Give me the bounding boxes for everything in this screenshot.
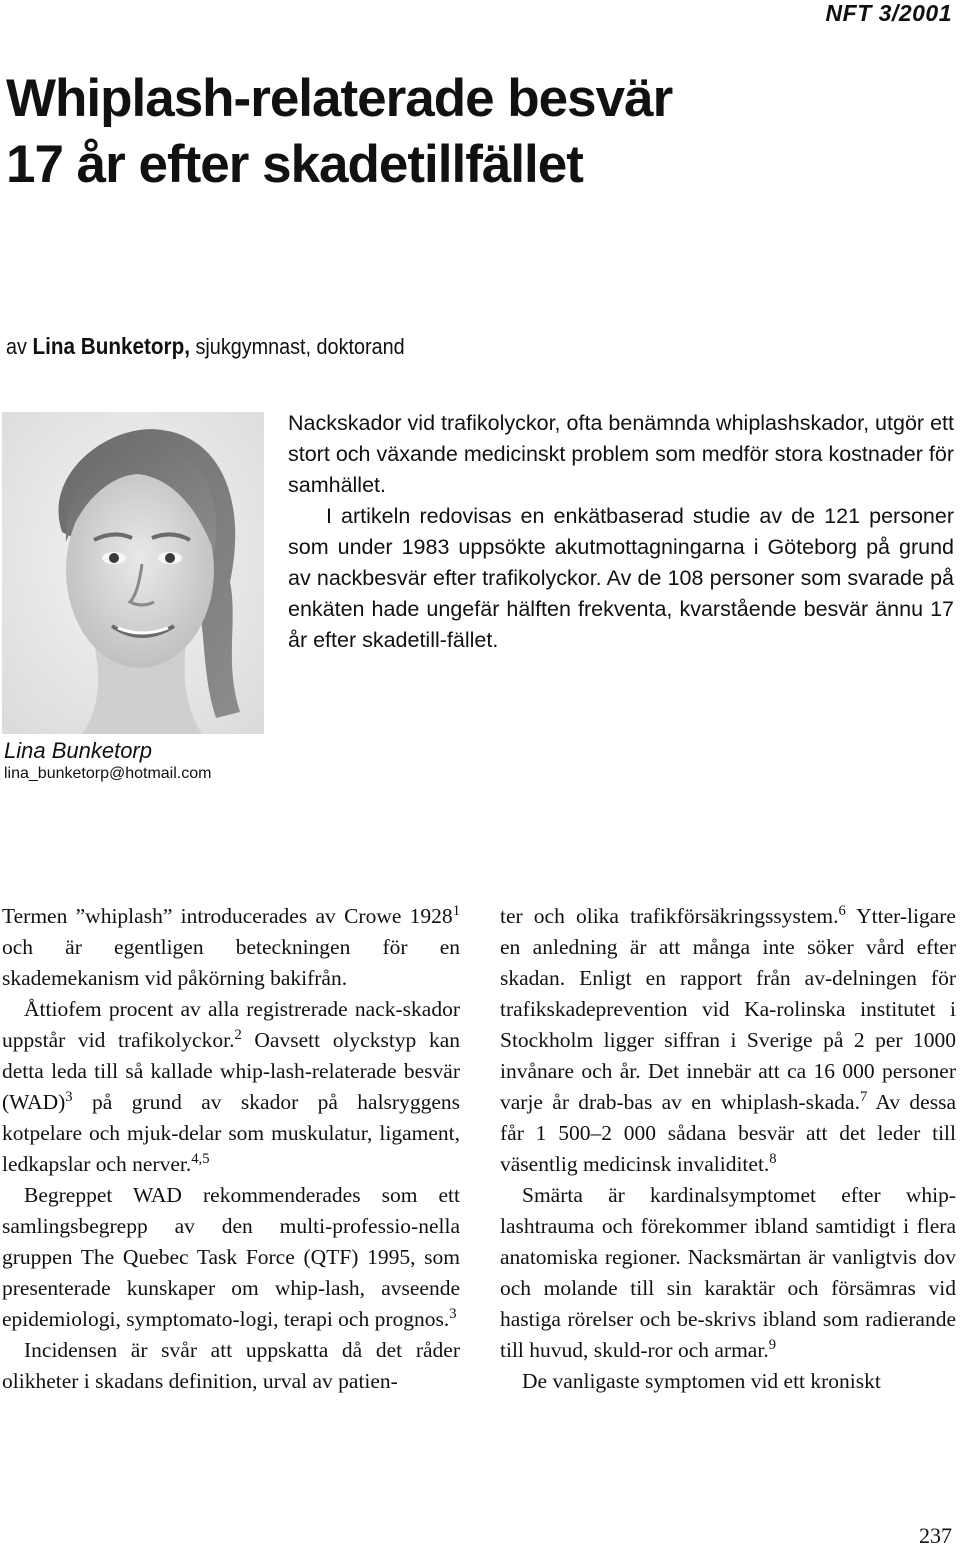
body-column-left — [2, 901, 460, 1397]
body-paragraph — [2, 901, 460, 994]
text-run: Termen ”whiplash” introducerades av Crowe 1928 — [2, 904, 453, 928]
reference-number: 4,5 — [191, 1150, 210, 1167]
reference-number: 6 — [838, 902, 846, 919]
article-lead — [288, 408, 954, 656]
text-run: Begreppet WAD rekommenderades som ett samlingsbegrepp av den multi-professio-nella gruppen The Quebec Task Force (QTF) 1995, som presenterade kunskaper om whip-lash, avseende epidemiologi, symptomato-logi, terapi och prognos. — [2, 1183, 460, 1331]
text-run: på grund av skador på halsryggens kotpelare och mjuk-delar som muskulatur, ligament, ledkapslar och nerver. — [2, 1090, 460, 1176]
byline-role: sjukgymnast, doktorand — [195, 334, 405, 359]
reference-number: 3 — [449, 1305, 457, 1322]
body-paragraph: Incidensen är svår att uppskatta då det råder olikheter i skadans definition, urval av patien- — [2, 1338, 460, 1393]
lead-paragraph-1: Nackskador vid trafikolyckor, ofta benämnda whiplashskador, utgör ett stort och växande medicinskt problem som medför stora kostnader för samhället. — [288, 411, 954, 497]
text-run: ter och olika trafikförsäkringssystem. — [500, 904, 839, 928]
text-run: och är egentligen beteckningen för en skademekanism vid påkörning bakifrån. — [2, 935, 460, 990]
body-column-right — [500, 901, 956, 1397]
text-run: Av dessa får 1 500–2 000 sådana besvär att det leder till väsentlig medicinsk invaliditet. — [500, 1090, 956, 1176]
text-run: Åttiofem procent av alla registrerade nack-skador uppstår vid trafikolyckor. — [2, 997, 460, 1052]
reference-number: 9 — [768, 1336, 777, 1353]
lead-paragraph-2: I artikeln redovisas en enkätbaserad studie av de 121 personer som under 1983 uppsökte akutmottagningarna i Göteborg på grund av nackbesvär efter trafikolyckor. Av de 108 personer som svarade på enkäten hade ungefär hälften frekventa, kvarstående besvär ännu 17 år efter skadetill-fället. — [288, 504, 954, 652]
body-paragraph: De vanligaste symptomen vid ett kroniskt — [522, 1369, 881, 1393]
body-paragraph — [500, 901, 956, 1180]
article-title-line-1: Whiplash-relaterade besvär — [6, 69, 673, 128]
body-paragraph — [2, 1180, 460, 1335]
reference-number: 2 — [234, 1026, 242, 1043]
journal-issue-tag: NFT 3/2001 — [825, 0, 952, 26]
photo-caption-name: Lina Bunketorp — [4, 738, 152, 763]
body-paragraph — [2, 994, 460, 1180]
reference-number: 3 — [65, 1088, 73, 1105]
byline-prefix: av — [6, 334, 27, 359]
text-run: Ytter-ligare en anledning är att många inte söker vård efter skadan. Enligt en rapport från av-delningen för trafikskadeprevention vid Ka-rolinska institutet i Stockholm ligger siffran i Sverige på 2 per 1000 invånare och år. Det innebär att ca 16 000 personer varje år drab-bas av en whiplash-skada. — [500, 904, 956, 1114]
text-run: Oavsett olyckstyp kan detta leda till så kallade whip-lash-relaterade besvär (WAD) — [2, 1028, 460, 1114]
article-title-line-2: 17 år efter skadetillfället — [6, 135, 583, 194]
article-title — [6, 66, 946, 198]
byline — [6, 333, 405, 360]
body-paragraph — [500, 1180, 956, 1366]
reference-number: 1 — [452, 902, 460, 919]
portrait-illustration — [2, 412, 264, 734]
text-run: Smärta är kardinalsymptomet efter whip-lashtrauma och förekommer ibland samtidigt i flera anatomiska regioner. Nacksmärtan är vanligtvis dov och molande till sin karaktär och försämras vid hastiga rörelser och be-skrivs ibland som radierande till huvud, skuld-ror och armar. — [500, 1183, 956, 1362]
photo-caption-email: lina_bunketorp@hotmail.com — [4, 765, 212, 782]
reference-number: 7 — [859, 1088, 868, 1105]
reference-number: 8 — [769, 1150, 777, 1167]
author-portrait-photo — [2, 412, 264, 734]
page-number: 237 — [919, 1523, 952, 1548]
byline-author: Lina Bunketorp, — [32, 333, 190, 359]
